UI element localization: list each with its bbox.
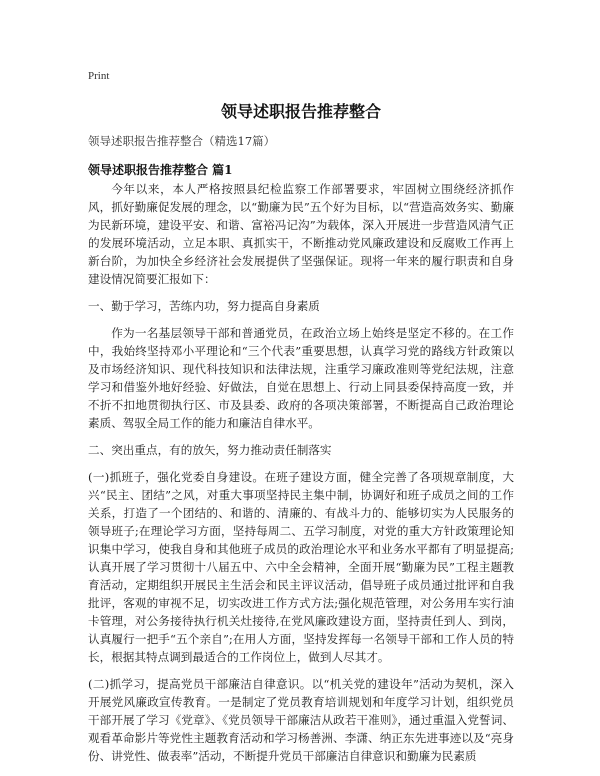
print-label[interactable]: Print [88,70,110,82]
document-subtitle: 领导述职报告推荐整合（精选17篇） [88,134,276,148]
section-heading: 领导述职报告推荐整合 篇1 [88,163,233,177]
paragraph-heading-1: 一、勤于学习，苦练内功，努力提高自身素质 [88,299,320,313]
paragraph-study-discipline: (二)抓学习，提高党员干部廉洁自律意识。以“机关党的建设年”活动为契机，深入开展党风廉政宣传教育。一是制定了党员教育培训规划和年度学习计划，组织党员干部开展了学习《党章》、《党员领导干部廉洁从政若干准则》，通过重温入党誓词、观看革命影片等党性主题教育活动和学习杨善洲、李潇、纳正东先进事迹以及“亮身份、讲党性、做表率”活动，不断提升党员干部廉洁自律意识和勤廉为民素质 [88,677,514,763]
document-title: 领导述职报告推荐整合 [220,102,381,121]
document-body [88,180,514,774]
paragraph-team-building: (一)抓班子，强化党委自身建设。在班子建设方面，健全完善了各项规章制度，大兴“民主、团结”之风，对重大事项坚持民主集中制，协调好和班子成员之间的工作关系，打造了一个团结的、和谐的、清廉的、有战斗力的、能够切实为人民服务的领导班子;在理论学习方面，坚持每周二、五学习制度，对党的重大方针政策理论知识集中学习，使我自身和其他班子成员的政治理论水平和业务水平都有了明显提高;认真开展了学习贯彻十八届五中、六中全会精神，全面开展“勤廉为民”工程主题教育活动，定期组织开展民主生活会和民主评议活动，倡导班子成员通过批评和自我批评，客观的审视不足，切实改进工作方式方法;强化规范管理，对公务用车实行油卡管理，对公务接待执行机关灶接待,在党风廉政建设方面，坚持责任到人、到岗，认真履行一把手“五个亲自”;在用人方面，坚持发挥每一名领导干部和工作人员的特长，根据其特点调到最适合的工作岗位上，做到人尽其才。 [88,470,514,664]
paragraph-study: 作为一名基层领导干部和普通党员，在政治立场上始终是坚定不移的。在工作中，我始终坚持邓小平理论和“三个代表”重要思想，认真学习党的路线方针政策以及市场经济知识、现代科技知识和法律法规，注重学习廉政准则等党纪法规，注意学习和借鉴外地好经验、好做法，自觉在思想上、行动上同县委保持高度一致，并不折不扣地贯彻执行区、市及县委、政府的各项决策部署，不断提高自己政治理论素质、驾驭全局工作的能力和廉洁自律水平。 [88,326,514,430]
paragraph-heading-2: 二、突出重点，有的放矢，努力推动责任制落实 [88,443,332,457]
paragraph-intro: 今年以来，本人严格按照县纪检监察工作部署要求，牢固树立围绕经济抓作风，抓好勤廉促发展的理念，以“勤廉为民”五个好为目标，以“营造高效务实、勤廉为民新环境，建设平安、和谐、富裕冯记沟”为载体，深入开展进一步营造风清气正的发展环境活动，立足本职、真抓实干，不断推动党风廉政建设和反腐败工作再上新台阶，为加快全乡经济社会发展提供了坚强保证。现将一年来的履行职责和自身建设情况简要汇报如下： [88,182,514,286]
